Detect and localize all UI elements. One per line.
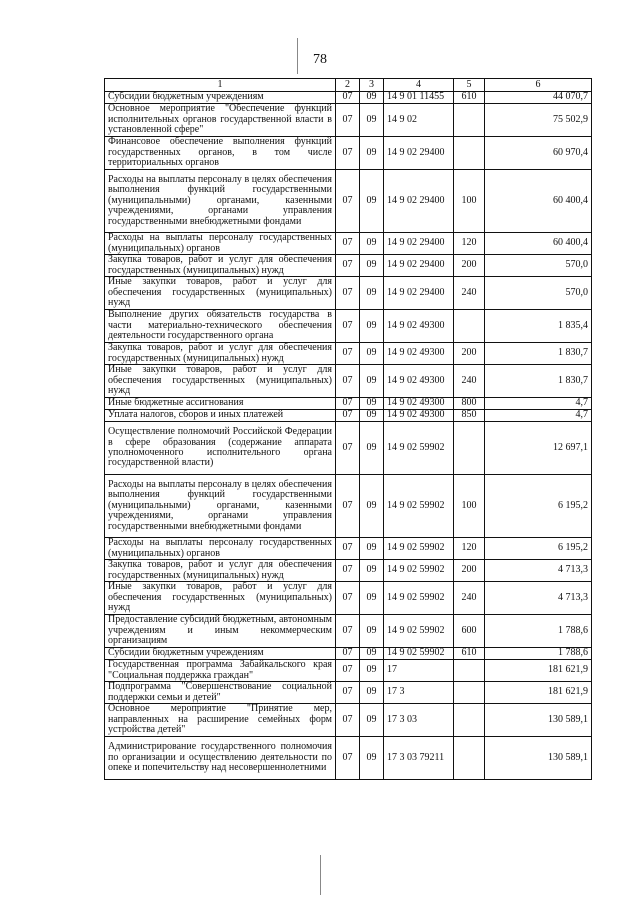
row-name: Субсидии бюджетным учреждениям [105, 92, 336, 104]
row-section: 07 [336, 538, 360, 560]
row-name: Расходы на выплаты персоналу государственных (муниципальных) органов [105, 233, 336, 255]
row-section: 07 [336, 648, 360, 660]
row-amount: 570,0 [485, 277, 592, 310]
row-expense-type: 610 [454, 648, 485, 660]
row-expense-type [454, 704, 485, 737]
table-row [105, 737, 592, 780]
row-section: 07 [336, 277, 360, 310]
row-subsection: 09 [360, 682, 384, 704]
row-name: Закупка товаров, работ и услуг для обеспечения государственных (муниципальных) нужд [105, 255, 336, 277]
row-expense-type: 610 [454, 92, 485, 104]
row-expense-type [454, 682, 485, 704]
row-expense-type: 200 [454, 343, 485, 365]
row-section: 07 [336, 737, 360, 780]
table-row [105, 255, 592, 277]
table-row [105, 475, 592, 538]
table-row [105, 398, 592, 410]
row-subsection: 09 [360, 475, 384, 538]
table-row [105, 92, 592, 104]
row-section: 07 [336, 704, 360, 737]
row-amount: 6 195,2 [485, 475, 592, 538]
row-target-code: 17 3 03 [384, 704, 454, 737]
column-header: 4 [384, 79, 454, 92]
row-target-code: 14 9 02 59902 [384, 615, 454, 648]
row-amount: 1 788,6 [485, 615, 592, 648]
row-expense-type: 100 [454, 475, 485, 538]
row-expense-type [454, 660, 485, 682]
row-subsection: 09 [360, 170, 384, 233]
row-subsection: 09 [360, 582, 384, 615]
row-target-code: 14 9 02 59902 [384, 648, 454, 660]
table-body [105, 92, 592, 780]
row-target-code: 14 9 02 29400 [384, 137, 454, 170]
row-section: 07 [336, 615, 360, 648]
table-row [105, 615, 592, 648]
table-row [105, 560, 592, 582]
column-header: 3 [360, 79, 384, 92]
row-name: Расходы на выплаты персоналу в целях обеспечения выполнения функций государственными (муниципальными) органами, казенными учреждениями, органами управления государственными внебюджетными фондами [105, 170, 336, 233]
table-row [105, 104, 592, 137]
row-name: Субсидии бюджетным учреждениям [105, 648, 336, 660]
row-target-code: 17 3 03 79211 [384, 737, 454, 780]
row-amount: 1 835,4 [485, 310, 592, 343]
row-subsection: 09 [360, 310, 384, 343]
row-expense-type: 240 [454, 365, 485, 398]
row-name: Иные закупки товаров, работ и услуг для обеспечения государственных (муниципальных) нужд [105, 365, 336, 398]
row-section: 07 [336, 682, 360, 704]
row-expense-type: 120 [454, 233, 485, 255]
row-target-code: 14 9 02 59902 [384, 422, 454, 475]
row-name: Государственная программа Забайкальского края "Социальная поддержка граждан" [105, 660, 336, 682]
row-expense-type: 240 [454, 277, 485, 310]
row-section: 07 [336, 255, 360, 277]
table-header-row [105, 79, 592, 92]
row-amount: 1 830,7 [485, 365, 592, 398]
row-amount: 4,7 [485, 410, 592, 422]
row-subsection: 09 [360, 538, 384, 560]
row-target-code: 14 9 02 29400 [384, 233, 454, 255]
row-expense-type [454, 137, 485, 170]
row-subsection: 09 [360, 277, 384, 310]
column-header: 6 [485, 79, 592, 92]
row-name: Уплата налогов, сборов и иных платежей [105, 410, 336, 422]
row-amount: 60 400,4 [485, 170, 592, 233]
row-amount: 570,0 [485, 255, 592, 277]
row-section: 07 [336, 170, 360, 233]
row-amount: 4 713,3 [485, 582, 592, 615]
row-section: 07 [336, 475, 360, 538]
table-row [105, 170, 592, 233]
row-section: 07 [336, 365, 360, 398]
row-target-code: 14 9 02 59902 [384, 560, 454, 582]
row-subsection: 09 [360, 648, 384, 660]
row-section: 07 [336, 92, 360, 104]
row-amount: 130 589,1 [485, 737, 592, 780]
row-amount: 130 589,1 [485, 704, 592, 737]
row-expense-type [454, 737, 485, 780]
row-subsection: 09 [360, 343, 384, 365]
table-row [105, 410, 592, 422]
row-target-code: 14 9 01 11455 [384, 92, 454, 104]
table-row [105, 422, 592, 475]
row-amount: 44 070,7 [485, 92, 592, 104]
row-expense-type: 200 [454, 560, 485, 582]
row-amount: 60 400,4 [485, 233, 592, 255]
row-amount: 4 713,3 [485, 560, 592, 582]
row-name: Основное мероприятие "Принятие мер, направленных на расширение семейных форм устройства детей" [105, 704, 336, 737]
row-amount: 181 621,9 [485, 682, 592, 704]
table-row [105, 343, 592, 365]
row-amount: 12 697,1 [485, 422, 592, 475]
table-row [105, 682, 592, 704]
row-section: 07 [336, 233, 360, 255]
row-name: Иные бюджетные ассигнования [105, 398, 336, 410]
row-section: 07 [336, 660, 360, 682]
row-subsection: 09 [360, 560, 384, 582]
row-name: Иные закупки товаров, работ и услуг для обеспечения государственных (муниципальных) нужд [105, 277, 336, 310]
table-row [105, 365, 592, 398]
row-expense-type: 600 [454, 615, 485, 648]
table-row [105, 310, 592, 343]
row-subsection: 09 [360, 422, 384, 475]
row-name: Осуществление полномочий Российской Федерации в сфере образования (содержание аппарата уполномоченного исполнительного органа государственной власти) [105, 422, 336, 475]
row-name: Предоставление субсидий бюджетным, автономным учреждениям и иным некоммерческим организациям [105, 615, 336, 648]
row-name: Подпрограмма "Совершенствование социальной поддержки семьи и детей" [105, 682, 336, 704]
row-subsection: 09 [360, 233, 384, 255]
row-subsection: 09 [360, 737, 384, 780]
row-target-code: 14 9 02 49300 [384, 310, 454, 343]
row-expense-type: 200 [454, 255, 485, 277]
table-row [105, 648, 592, 660]
row-target-code: 14 9 02 59902 [384, 538, 454, 560]
row-target-code: 14 9 02 49300 [384, 410, 454, 422]
page-number: 78 [313, 52, 327, 67]
column-header: 5 [454, 79, 485, 92]
row-section: 07 [336, 343, 360, 365]
row-section: 07 [336, 422, 360, 475]
row-section: 07 [336, 137, 360, 170]
row-amount: 1 788,6 [485, 648, 592, 660]
budget-table [104, 78, 592, 780]
row-expense-type [454, 104, 485, 137]
column-header: 2 [336, 79, 360, 92]
row-target-code: 14 9 02 49300 [384, 365, 454, 398]
row-section: 07 [336, 310, 360, 343]
row-expense-type [454, 310, 485, 343]
row-amount: 1 830,7 [485, 343, 592, 365]
row-subsection: 09 [360, 137, 384, 170]
row-subsection: 09 [360, 398, 384, 410]
scan-artifact-line [297, 38, 298, 74]
row-target-code: 17 3 [384, 682, 454, 704]
row-subsection: 09 [360, 704, 384, 737]
row-target-code: 14 9 02 49300 [384, 398, 454, 410]
row-name: Иные закупки товаров, работ и услуг для обеспечения государственных (муниципальных) нужд [105, 582, 336, 615]
row-target-code: 14 9 02 59902 [384, 475, 454, 538]
row-target-code: 14 9 02 29400 [384, 255, 454, 277]
row-target-code: 14 9 02 29400 [384, 170, 454, 233]
row-amount: 181 621,9 [485, 660, 592, 682]
scan-artifact-line [320, 855, 321, 895]
row-expense-type: 120 [454, 538, 485, 560]
row-subsection: 09 [360, 104, 384, 137]
row-subsection: 09 [360, 365, 384, 398]
row-expense-type: 100 [454, 170, 485, 233]
row-name: Выполнение других обязательств государства в части материально-технического обеспечения деятельности государственного органа [105, 310, 336, 343]
row-section: 07 [336, 398, 360, 410]
row-target-code: 14 9 02 [384, 104, 454, 137]
row-name: Расходы на выплаты персоналу государственных (муниципальных) органов [105, 538, 336, 560]
row-amount: 4,7 [485, 398, 592, 410]
row-target-code: 14 9 02 29400 [384, 277, 454, 310]
row-target-code: 14 9 02 59902 [384, 582, 454, 615]
row-section: 07 [336, 560, 360, 582]
row-name: Закупка товаров, работ и услуг для обеспечения государственных (муниципальных) нужд [105, 343, 336, 365]
row-name: Закупка товаров, работ и услуг для обеспечения государственных (муниципальных) нужд [105, 560, 336, 582]
row-amount: 75 502,9 [485, 104, 592, 137]
table-row [105, 137, 592, 170]
row-expense-type [454, 422, 485, 475]
row-name: Финансовое обеспечение выполнения функций государственных органов, в том числе территориальных органов [105, 137, 336, 170]
row-expense-type: 240 [454, 582, 485, 615]
row-amount: 6 195,2 [485, 538, 592, 560]
row-expense-type: 800 [454, 398, 485, 410]
table-row [105, 538, 592, 560]
row-section: 07 [336, 582, 360, 615]
row-expense-type: 850 [454, 410, 485, 422]
table-row [105, 277, 592, 310]
row-name: Расходы на выплаты персоналу в целях обеспечения выполнения функций государственными (муниципальными) органами, казенными учреждениями, органами управления государственными внебюджетными фондами [105, 475, 336, 538]
row-target-code: 14 9 02 49300 [384, 343, 454, 365]
row-subsection: 09 [360, 410, 384, 422]
table-row [105, 582, 592, 615]
row-subsection: 09 [360, 92, 384, 104]
column-header: 1 [105, 79, 336, 92]
row-subsection: 09 [360, 660, 384, 682]
row-subsection: 09 [360, 615, 384, 648]
row-amount: 60 970,4 [485, 137, 592, 170]
row-target-code: 17 [384, 660, 454, 682]
row-name: Администрирование государственного полномочия по организации и осуществлению деятельности по опеке и попечительству над несовершеннолетними [105, 737, 336, 780]
row-section: 07 [336, 410, 360, 422]
table-row [105, 704, 592, 737]
table-row [105, 660, 592, 682]
row-section: 07 [336, 104, 360, 137]
row-subsection: 09 [360, 255, 384, 277]
table-row [105, 233, 592, 255]
row-name: Основное мероприятие "Обеспечение функций исполнительных органов государственной власти в установленной сфере" [105, 104, 336, 137]
